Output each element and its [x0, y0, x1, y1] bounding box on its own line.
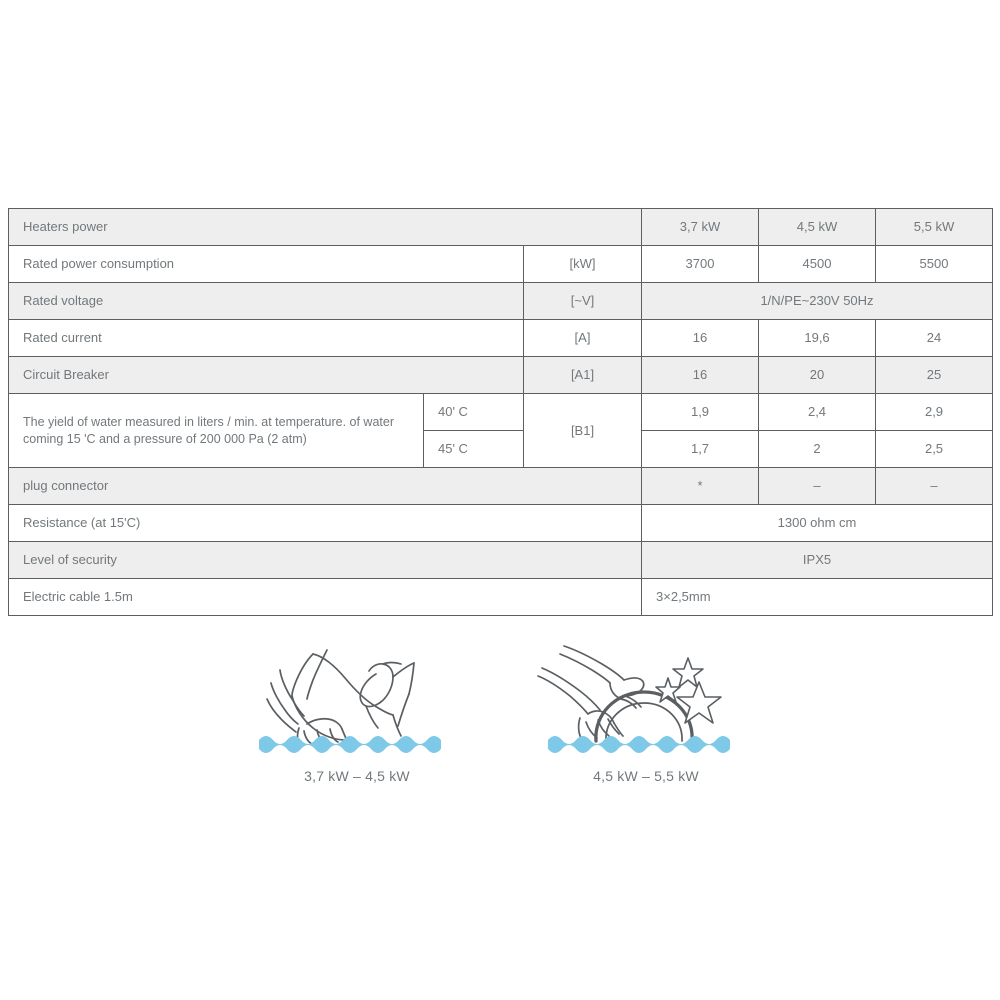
row-label-water-yield: The yield of water measured in liters / min. at temperature. of water coming 15 'C and a pressure of 200 000 Pa (2 atm) — [9, 394, 424, 468]
table-row-level-of-security — [9, 542, 993, 579]
cell-value: 16 — [642, 320, 759, 357]
table-row-rated-current — [9, 320, 993, 357]
row-label: Resistance (at 15'C) — [9, 505, 642, 542]
cell-value-merged: 1/N/PE~230V 50Hz — [642, 283, 993, 320]
cell-value: – — [876, 468, 993, 505]
table-row-electric-cable — [9, 579, 993, 616]
specifications-table-wrapper — [8, 208, 993, 616]
illustrations-row — [0, 636, 1000, 816]
row-label-heaters-power: Heaters power — [9, 209, 642, 246]
cell-value-merged: IPX5 — [642, 542, 993, 579]
table-row-rated-voltage — [9, 283, 993, 320]
cell-value: 5500 — [876, 246, 993, 283]
cell-value: 25 — [876, 357, 993, 394]
cell-value: 3700 — [642, 246, 759, 283]
row-label: Rated voltage — [9, 283, 524, 320]
cell-value: 2 — [759, 431, 876, 468]
row-label: plug connector — [9, 468, 642, 505]
cell-value-merged: 1300 ohm cm — [642, 505, 993, 542]
cell-value: 1,9 — [642, 394, 759, 431]
row-label: Level of security — [9, 542, 642, 579]
table-row-resistance — [9, 505, 993, 542]
power-column-header-3: 5,5 kW — [876, 209, 993, 246]
cell-value: 2,4 — [759, 394, 876, 431]
cell-value: 19,6 — [759, 320, 876, 357]
cell-value: 24 — [876, 320, 993, 357]
row-unit: [A1] — [524, 357, 642, 394]
row-label: Circuit Breaker — [9, 357, 524, 394]
cell-value: 2,5 — [876, 431, 993, 468]
hands-washing-plate-sparkle-icon — [536, 636, 756, 756]
specifications-table — [8, 208, 993, 616]
figure-caption: 3,7 kW – 4,5 kW — [304, 768, 410, 784]
cell-value: 20 — [759, 357, 876, 394]
row-label: Rated current — [9, 320, 524, 357]
table-row-plug-connector — [9, 468, 993, 505]
cell-value: 1,7 — [642, 431, 759, 468]
power-column-header-1: 3,7 kW — [642, 209, 759, 246]
power-column-header-2: 4,5 kW — [759, 209, 876, 246]
table-row-heaters-power — [9, 209, 993, 246]
hands-in-water-icon — [247, 636, 467, 756]
cell-value: 16 — [642, 357, 759, 394]
water-wave — [548, 736, 730, 753]
sparkle-icon — [656, 658, 721, 723]
cell-value: 4500 — [759, 246, 876, 283]
sub-row-label: 40' C — [424, 394, 524, 431]
table-row-circuit-breaker — [9, 357, 993, 394]
cell-value: – — [759, 468, 876, 505]
water-wave — [259, 736, 441, 753]
figure-caption: 4,5 kW – 5,5 kW — [593, 768, 699, 784]
table-row-water-yield-40c — [9, 394, 993, 431]
cell-value: * — [642, 468, 759, 505]
row-unit: [kW] — [524, 246, 642, 283]
figure-hands-washing-plate — [496, 636, 796, 784]
table-row-rated-power-consumption — [9, 246, 993, 283]
row-unit: [~V] — [524, 283, 642, 320]
figure-hands-in-water — [207, 636, 507, 784]
sub-row-label: 45' C — [424, 431, 524, 468]
cell-value-merged: 3×2,5mm — [642, 579, 993, 616]
row-label: Electric cable 1.5m — [9, 579, 642, 616]
row-label: Rated power consumption — [9, 246, 524, 283]
row-unit: [B1] — [524, 394, 642, 468]
row-unit: [A] — [524, 320, 642, 357]
cell-value: 2,9 — [876, 394, 993, 431]
